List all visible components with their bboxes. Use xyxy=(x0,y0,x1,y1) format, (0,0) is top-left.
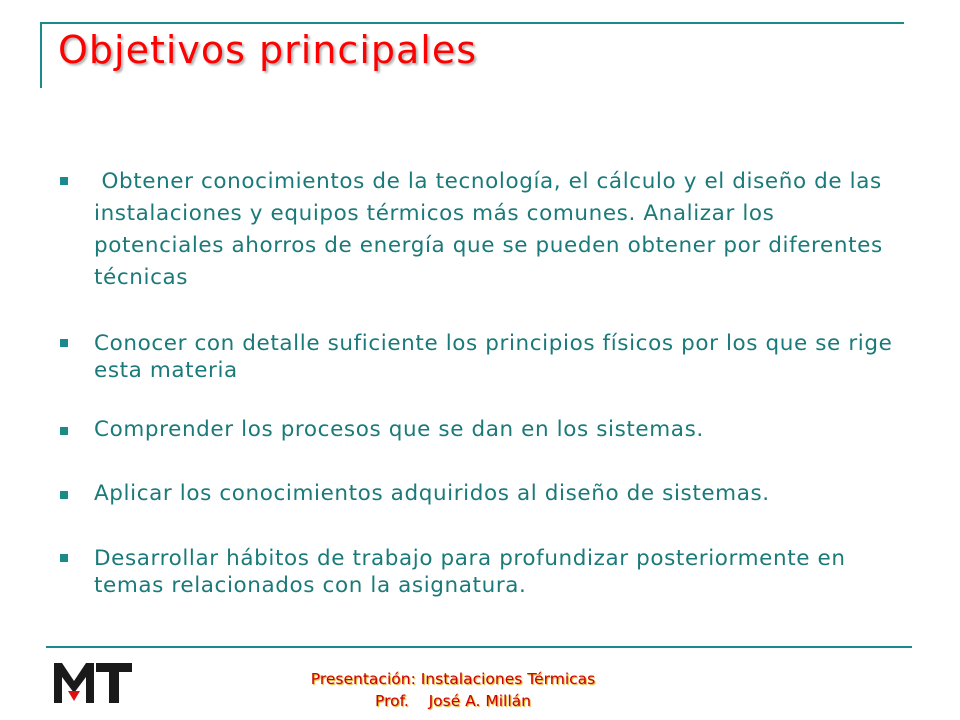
footer-course: Presentación: Instalaciones Térmicas xyxy=(310,670,596,688)
bullet-text: Comprender los procesos que se dan en los sistemas. xyxy=(94,417,704,442)
slide-title: Objetivos principales xyxy=(58,28,478,72)
square-bullet-icon xyxy=(60,339,68,347)
left-rule xyxy=(40,22,42,88)
bullet-item xyxy=(60,480,910,507)
bullet-list xyxy=(60,166,910,599)
bottom-rule xyxy=(46,646,912,648)
top-rule xyxy=(42,22,904,24)
footer xyxy=(0,668,906,712)
bullet-text: Obtener conocimientos de la tecnología, el cálculo y el diseño de las instalaciones y equipos térmicos más comunes. Analizar los potenciales ahorros de energía que se pueden obtener por diferentes técnicas xyxy=(94,169,891,290)
bullet-item xyxy=(60,545,910,599)
bullet-text: Aplicar los conocimientos adquiridos al diseño de sistemas. xyxy=(94,481,770,506)
bullet-item xyxy=(60,416,910,443)
bullet-item xyxy=(60,330,910,384)
bullet-item xyxy=(60,166,910,294)
bullet-text: Desarrollar hábitos de trabajo para profundizar posteriormente en temas relacionados con la asignatura. xyxy=(94,546,846,598)
bullet-text: Conocer con detalle suficiente los principios físicos por los que se rige esta materia xyxy=(94,331,893,383)
square-bullet-icon xyxy=(60,554,68,562)
square-bullet-icon xyxy=(60,177,68,185)
footer-professor: Prof. José A. Millán xyxy=(375,692,531,710)
square-bullet-icon xyxy=(60,427,68,435)
square-bullet-icon xyxy=(60,491,68,499)
